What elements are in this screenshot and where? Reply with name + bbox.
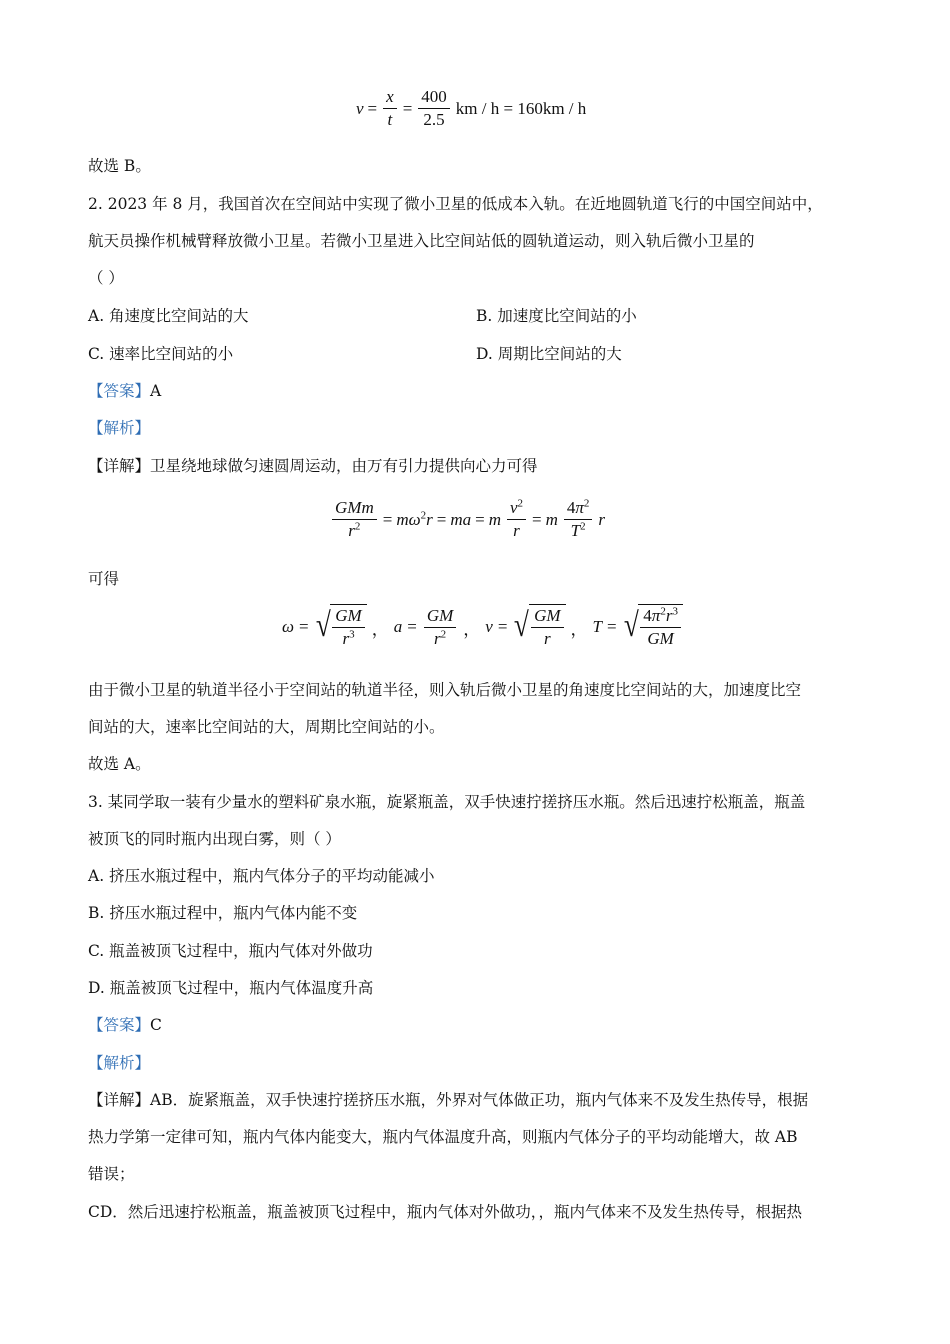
q3-stem-line1: 3. 某同学取一装有少量水的塑料矿泉水瓶，旋紧瓶盖，双手快速拧搓挤压水瓶。然后迅速拧松瓶盖，瓶盖	[88, 793, 806, 811]
eq-den-t: t	[387, 110, 393, 129]
q2-stem-line1: 2. 2023 年 8 月，我国首次在空间站中实现了微小卫星的低成本入轨。在近地圆轨道飞行的中国空间站中，	[88, 195, 823, 213]
q2-detail-tag: 【详解】	[88, 457, 151, 475]
q2-detail	[88, 455, 538, 477]
gravity-equation: $\frac{\text{GMm}}{r^2}$ = $m\omega^2r$ = ma = m $\frac{v^2}{r}$ = m $\frac{4\pi^2}{T^2}$ r	[330, 497, 605, 542]
result-equations: ω = √ $\frac{GM}{r^3}$ ， a = $\frac{GM}{r^2}$ ， v = √ $\frac{GM}{r}$ ， T = √ $\frac{4\pi^2r^3}{GM}$	[282, 604, 683, 650]
q2-analysis-tag: 【解析】	[88, 419, 151, 437]
q2-option-c: C. 速率比空间站的小	[88, 345, 234, 363]
q2-option-d: D. 周期比空间站的大	[476, 345, 622, 363]
q3-detail-tag: 【详解】	[88, 1091, 151, 1109]
eq-tail: km / h = 160km / h	[455, 98, 587, 118]
q2-stem-line3: （ ）	[88, 269, 124, 287]
q2-answer-value: A	[150, 382, 162, 400]
q3-answer-tag: 【答案】	[88, 1016, 151, 1034]
q3-detail-line4: CD．然后迅速拧松瓶盖，瓶盖被顶飞过程中，瓶内气体对外做功，，瓶内气体来不及发生热传导，根据热	[88, 1203, 803, 1221]
q3-analysis-tag: 【解析】	[88, 1054, 151, 1072]
eq-num-x: x	[386, 87, 394, 106]
q2-detail-text: 卫星绕地球做匀速圆周运动，由万有引力提供向心力可得	[150, 457, 538, 475]
eq-num-400: 400	[418, 86, 450, 109]
q2-choice: 故选 A。	[88, 755, 151, 773]
q2-option-a: A. 角速度比空间站的大	[88, 307, 249, 325]
q2-answer-tag: 【答案】	[88, 382, 151, 400]
q3-stem-line2: 被顶飞的同时瓶内出现白雾，则（ ）	[88, 830, 341, 848]
q3-answer-value: C	[150, 1016, 162, 1034]
q3-option-c: C. 瓶盖被顶飞过程中，瓶内气体对外做功	[88, 942, 373, 960]
speed-equation: v = $\frac{x}{t}$ = $\frac{400}{2.5}$ km / h = 160km / h	[356, 87, 587, 129]
q3-option-b: B. 挤压水瓶过程中，瓶内气体内能不变	[88, 904, 358, 922]
q2-answer	[88, 380, 161, 402]
q3-detail-text: AB．旋紧瓶盖，双手快速拧搓挤压水瓶，外界对气体做正功，瓶内气体来不及发生热传导，根据	[150, 1091, 809, 1109]
eq-den-2.5: 2.5	[423, 110, 445, 129]
q2-stem-line2: 航天员操作机械臂释放微小卫星。若微小卫星进入比空间站低的圆轨道运动，则入轨后微小卫星的	[88, 232, 755, 250]
eq-fraction-400-2.5	[418, 86, 450, 131]
q3-option-a: A. 挤压水瓶过程中，瓶内气体分子的平均动能减小	[88, 867, 435, 885]
q3-answer	[88, 1014, 162, 1036]
q2-conclusion-line2: 间站的大，速率比空间站的大，周期比空间站的小。	[88, 718, 445, 736]
q3-detail-line1	[88, 1089, 808, 1111]
eq-fraction-x-t	[383, 86, 397, 131]
q3-option-d: D. 瓶盖被顶飞过程中，瓶内气体温度升高	[88, 979, 374, 997]
q2-kede: 可得	[88, 570, 120, 588]
q2-conclusion-line1: 由于微小卫星的轨道半径小于空间站的轨道半径，则入轨后微小卫星的角速度比空间站的大，加速度比空	[88, 681, 802, 699]
q3-detail-line2: 热力学第一定律可知，瓶内气体内能变大，瓶内气体温度升高，则瓶内气体分子的平均动能增大，故 AB	[88, 1128, 798, 1146]
q2-option-b: B. 加速度比空间站的小	[476, 307, 637, 325]
eq-lhs: v	[356, 98, 364, 118]
q3-detail-line3: 错误；	[88, 1165, 135, 1183]
q1-choice: 故选 B。	[88, 157, 151, 175]
